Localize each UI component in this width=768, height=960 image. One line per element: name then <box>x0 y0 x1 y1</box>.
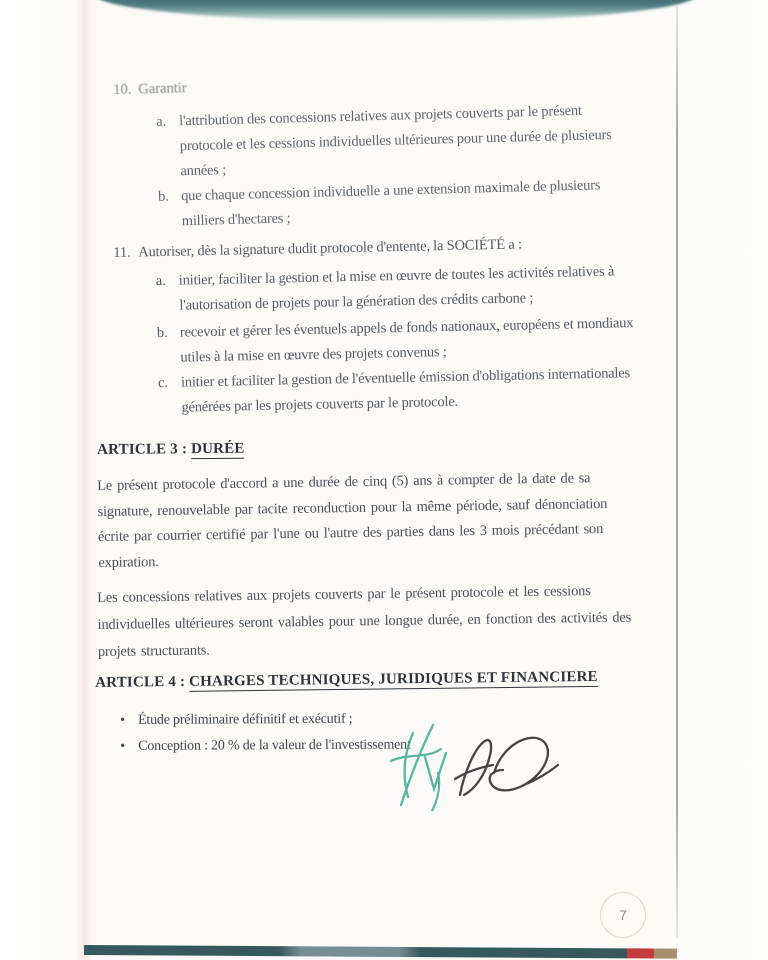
text-line: Les concessions relatives aux projets couverts par le présent protocole et les cessions <box>97 583 591 606</box>
bullet-text: Étude préliminaire définitif et exécutif ; <box>138 711 353 728</box>
paragraph-duration-1 <box>97 466 608 576</box>
signature-green-initials <box>383 721 457 816</box>
bullet-dot: • <box>120 738 126 754</box>
text-line: expiration. <box>98 553 159 571</box>
text-line: initier et faciliter la gestion de l'éventuelle émission d'obligations internationales <box>180 365 631 391</box>
text-line: initier, faciliter la gestion et la mise en œuvre de toutes les activités relatives à <box>178 263 615 289</box>
text-line: années ; <box>180 162 227 180</box>
article-3-title: DURÉE <box>191 440 245 458</box>
text-line: générées par les projets couverts par le protocole. <box>181 393 459 416</box>
footer-bar-smudge <box>84 945 627 958</box>
list-item-10-header <box>113 65 610 103</box>
page-number: 7 <box>619 907 627 923</box>
footer-color-bar <box>84 945 677 959</box>
list-label: Autoriser, dès la signature dudit protocole d'entente, la SOCIÉTÉ a : <box>138 236 522 261</box>
list-marker: b. <box>156 324 168 342</box>
signature-dark-ink <box>448 731 560 808</box>
list-marker: a. <box>155 113 167 130</box>
bullet-dot: • <box>120 712 126 728</box>
text-line: que chaque concession individuelle a une extension maximale de plusieurs <box>180 177 601 205</box>
footer-bar-teal-segment <box>84 945 627 958</box>
page-right-edge-line <box>676 6 678 938</box>
text-line: écrite par courrier certifié par l'une ou l'autre des parties dans les 3 mois précédant son <box>97 521 604 545</box>
list-label: Garantir <box>138 80 187 98</box>
list-item-11c <box>116 361 635 422</box>
text-line: utiles à la mise en œuvre des projets convenus ; <box>180 344 447 366</box>
list-item-11 <box>113 230 635 422</box>
list-marker: b. <box>157 188 170 205</box>
list-item-10a <box>114 98 613 186</box>
list-number: 10. <box>113 81 132 98</box>
page-number-badge <box>600 892 646 938</box>
footer-bar-red-segment <box>627 948 654 958</box>
article-4-title: CHARGES TECHNIQUES, JURIDIQUES ET FINANCIERE <box>189 668 598 690</box>
footer-bar-tan-segment <box>654 948 677 958</box>
text-line: l'attribution des concessions relatives aux projets couverts par le présent <box>178 102 582 130</box>
text-line: recevoir et gérer les éventuels appels de fonds nationaux, européens et mondiaux <box>179 315 634 341</box>
article-3-prefix: ARTICLE 3 : <box>97 441 192 458</box>
top-scan-band <box>94 0 698 22</box>
charges-bullet-list <box>120 706 411 760</box>
text-line: individuelles ultérieures seront valables pour une longue durée, en fonction des activités des <box>97 609 632 633</box>
bullet-text: Conception : 20 % de la valeur de l'investissement <box>138 737 411 754</box>
paper-left-edge-shadow <box>76 0 92 960</box>
text-line: l'autorisation de projets pour la génération des crédits carbone ; <box>179 290 534 314</box>
list-item-11a <box>114 259 633 320</box>
paragraph-duration-2 <box>97 578 632 666</box>
text-line: projets structurants. <box>97 642 210 660</box>
text-line: protocole et les cessions individuelles ultérieures pour une durée de plusieurs <box>179 126 612 155</box>
text-line: signature, renouvelable par tacite reconduction pour la même période, sauf dénonciation <box>97 495 608 520</box>
article-4-heading <box>95 665 598 695</box>
article-4-prefix: ARTICLE 4 : <box>95 673 190 691</box>
list-item-10 <box>113 65 614 236</box>
text-line: milliers d'hectares ; <box>181 210 291 230</box>
list-marker: c. <box>157 374 169 392</box>
bullet-item <box>120 706 411 734</box>
bullet-item <box>120 732 411 760</box>
list-marker: a. <box>155 272 167 290</box>
text-line: Le présent protocole d'accord a une durée de cinq (5) ans à compter de la date de sa <box>97 470 591 494</box>
list-number: 11. <box>113 244 132 261</box>
article-3-heading <box>97 437 245 462</box>
